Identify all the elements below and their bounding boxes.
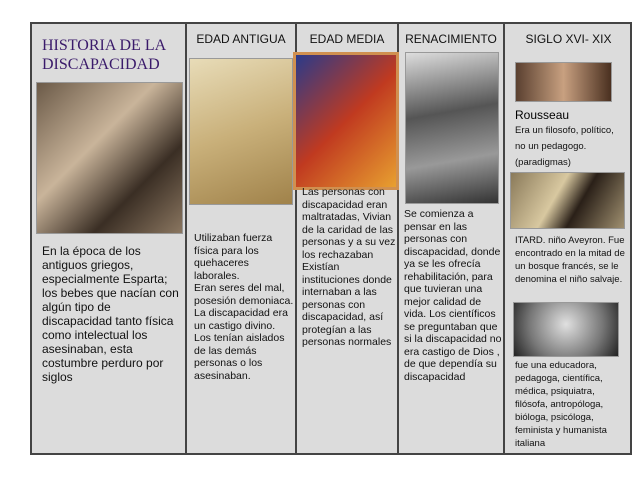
renaissance-photo-image (405, 52, 499, 204)
column-siglo-xvi-xix (505, 24, 632, 453)
header-renacimiento: RENACIMIENTO (405, 32, 497, 46)
header-siglo: SIGLO XVI- XIX (525, 32, 612, 46)
medieval-illustration-image (293, 52, 399, 190)
itard-photo-image (510, 172, 625, 229)
column-edad-antigua (187, 24, 297, 453)
rousseau-text: Era un filosofo, político, no un pedagogo. (paradigmas) (515, 125, 614, 168)
column-renacimiento (399, 24, 505, 453)
main-title: HISTORIA DE LA DISCAPACIDAD (42, 37, 166, 73)
rousseau-name: Rousseau (515, 108, 570, 122)
ancient-illustration-image (189, 58, 293, 205)
rousseau-portrait-image (515, 62, 612, 102)
spartan-painting-image (36, 82, 183, 234)
renacimiento-text: Se comienza a pensar en las personas con discapacidad, donde ya se les ofrecía rehabilitación, para que tuvieran una mejor calidad de vida. Los científicos se preguntaban que si la discapacidad no era castigo de Dios , de que dependía su discapacidad (404, 208, 502, 383)
itard-text: ITARD. niño Aveyron. Fue encontrado en la mitad de un bosque francés, se le denomina el niño salvaje. (515, 235, 625, 285)
edad-antigua-text: Utilizaban fuerza física para los quehaceres laborales. Eran seres del mal, posesión demoniaca. La discapacidad era un castigo divino. Los tenían aislados de las demás personas o los asesinaban. (194, 232, 294, 382)
history-text: En la época de los antiguos griegos, especialmente Esparta; los bebes que nacían con algún tipo de discapacidad tanto física como intelectual los asesinaban, esta costumbre perduro por siglos (42, 244, 179, 384)
header-edad-media: EDAD MEDIA (309, 32, 385, 46)
column-history (32, 24, 187, 453)
timeline-table (30, 22, 632, 455)
montessori-portrait-image (513, 302, 619, 357)
header-edad-antigua: EDAD ANTIGUA (196, 32, 286, 46)
column-edad-media (297, 24, 399, 453)
edad-media-text: Las personas con discapacidad eran maltratadas, Vivian de la caridad de las personas y a su vez los rechazaban Existían instituciones donde internaban a las personas con discapacidad, así protegían a las personas normales (302, 186, 396, 348)
montessori-text: fue una educadora, pedagoga, científica, médica, psiquiatra, filósofa, antropóloga, bióloga, psicóloga, feminista y humanista italiana (515, 360, 607, 449)
